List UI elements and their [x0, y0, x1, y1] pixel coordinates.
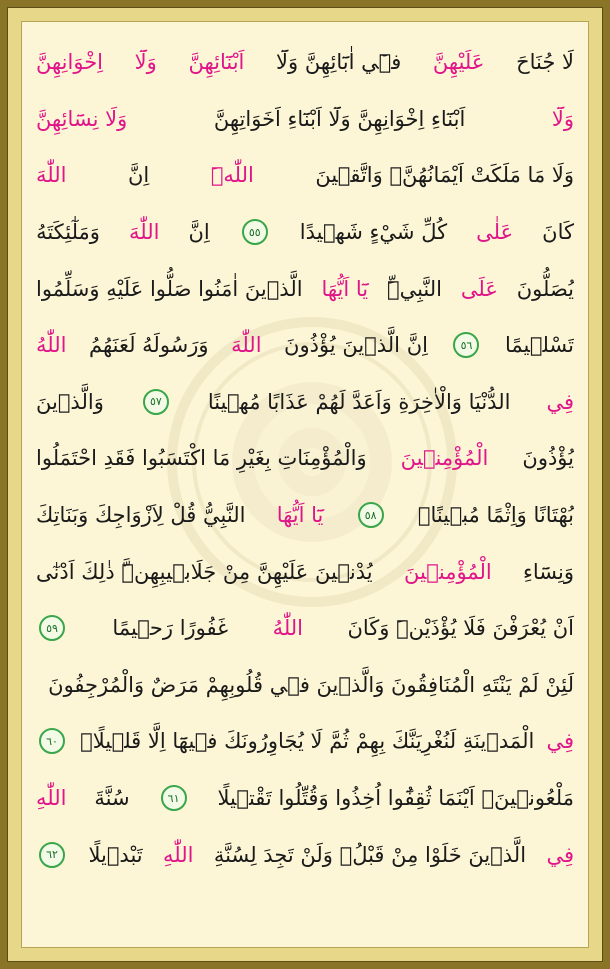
text-segment: اِنَّ الَّذٖينَ يُؤْذُونَ: [284, 333, 428, 358]
text-segment: النَّبِيِّۜ: [386, 276, 442, 301]
highlighted-word: اَبْنَٓائِهِنَّ: [188, 50, 245, 75]
verse-number-marker: ٦٠: [39, 728, 65, 754]
text-segment: مَلْعُونٖينَۚ اَيْنَمَا ثُقِفُٓوا اُخِذُوا وَقُتِّلُوا تَقْتٖيلًا: [217, 786, 574, 811]
highlighted-word: اللّٰهَ: [231, 333, 262, 358]
highlighted-word: فِي: [546, 729, 574, 754]
text-line: [36, 430, 574, 487]
highlighted-word: اللّٰهَۜ: [210, 163, 254, 188]
text-segment: كُلِّ شَيْءٍ شَهٖيدًا: [299, 220, 448, 245]
text-line: [36, 487, 574, 544]
text-segment: يُؤْذُونَ: [522, 446, 574, 471]
highlighted-word: عَلَيْهِنَّ: [432, 50, 485, 75]
text-segment: وَنِسَٓاءِ: [523, 559, 574, 584]
verse-number-marker: ٥٦: [453, 332, 479, 358]
highlighted-word: اِخْوَانِهِنَّ: [36, 50, 104, 75]
text-line: [36, 600, 574, 657]
text-line: [36, 826, 574, 883]
verse-number-marker: ٦١: [161, 785, 187, 811]
text-segment: كَانَ: [542, 220, 574, 245]
text-line: [36, 317, 574, 374]
text-segment: اَبْنَٓاءِ اِخْوَانِهِنَّ وَلَٓا اَبْنَٓاءِ اَخَوَاتِهِنَّ: [213, 106, 466, 131]
text-segment: اِنَّ: [188, 220, 210, 245]
text-segment: الَّذٖينَ اٰمَنُوا صَلُّوا عَلَيْهِ وَسَلِّمُوا: [36, 276, 303, 301]
text-line: [36, 147, 574, 204]
text-line: [36, 260, 574, 317]
highlighted-word: يَٓا اَيُّهَا: [276, 503, 324, 528]
text-segment: لَا جُنَاحَ: [516, 50, 574, 75]
text-segment: لَئِنْ لَمْ يَنْتَهِ الْمُنَافِقُونَ وَالَّذٖينَ فٖي قُلُوبِهِمْ مَرَضٌ وَالْمُرْجِفُونَ: [48, 672, 574, 697]
text-segment: وَلَا مَا مَلَكَتْ اَيْمَانُهُنَّۚ وَاتَّقٖينَ: [315, 163, 574, 188]
text-segment: اَنْ يُعْرَفْنَ فَلَا يُؤْذَيْنَۜ وَكَانَ: [347, 616, 574, 641]
text-segment: يُصَلُّونَ: [516, 276, 574, 301]
text-segment: اِنَّ: [128, 163, 150, 188]
verse-number-marker: ٦٢: [39, 842, 65, 868]
highlighted-word: اللّٰهَ: [36, 163, 67, 188]
text-line: [36, 34, 574, 91]
highlighted-word: اللّٰهِ: [36, 786, 67, 811]
text-segment: تَسْلٖيمًا: [504, 333, 574, 358]
highlighted-word: اللّٰهِ: [163, 842, 194, 867]
verse-number-marker: ٥٩: [39, 615, 65, 641]
highlighted-word: الْمُؤْمِنٖينَ: [400, 446, 489, 471]
verse-number-marker: ٥٨: [358, 502, 384, 528]
highlighted-word: عَلٰى: [476, 220, 514, 245]
mushaf-page: [21, 21, 589, 948]
highlighted-word: اللّٰهَ: [128, 220, 160, 245]
text-segment: وَمَلٰٓئِكَتَهُ: [36, 220, 100, 245]
text-segment: الدُّنْيَا وَالْاٰخِرَةِ وَاَعَدَّ لَهُمْ عَذَابًا مُهٖينًا: [207, 389, 511, 414]
text-segment: غَفُورًا رَحٖيمًا: [112, 616, 229, 641]
highlighted-word: يَٓا اَيُّهَا: [321, 276, 369, 301]
highlighted-word: وَلَٓا: [551, 106, 574, 131]
highlighted-word: فِي: [546, 389, 574, 414]
text-line: [36, 657, 574, 714]
text-segment: يُدْنٖينَ عَلَيْهِنَّ مِنْ جَلَابٖيبِهِنَّۜ ذٰلِكَ اَدْنٰٓى: [36, 559, 373, 584]
highlighted-word: عَلَى: [460, 276, 498, 301]
verse-number-marker: ٥٧: [143, 389, 169, 415]
text-segment: وَرَسُولَهُ لَعَنَهُمُ: [88, 333, 209, 358]
text-segment: بُهْتَانًا وَاِثْمًا مُبٖينًاۜ: [417, 503, 574, 528]
text-segment: وَالْمُؤْمِنَاتِ بِغَيْرِ مَا اكْتَسَبُوا فَقَدِ احْتَمَلُوا: [36, 446, 367, 471]
highlighted-word: فِي: [546, 842, 574, 867]
text-segment: وَالَّذٖينَ: [36, 389, 104, 414]
text-line: [36, 91, 574, 148]
text-segment: الَّذٖينَ خَلَوْا مِنْ قَبْلُۚ وَلَنْ تَجِدَ لِسُنَّةِ: [213, 842, 527, 867]
verse-number-marker: ٥٥: [242, 219, 268, 245]
text-segment: تَبْدٖيلًا: [88, 842, 143, 867]
text-segment: النَّبِيُّ قُلْ لِاَزْوَاجِكَ وَبَنَاتِكَ: [36, 503, 246, 528]
highlighted-word: الْمُؤْمِنٖينَ: [403, 559, 492, 584]
text-segment: الْمَدٖينَةِ لَنُغْرِيَنَّكَ بِهِمْ ثُمَّ لَا يُجَاوِرُونَكَ فٖيهَٓا اِلَّا قَلٖيلًاۚ: [80, 729, 535, 754]
highlighted-word: اللّٰهُ: [272, 616, 304, 641]
text-line: [36, 770, 574, 827]
text-line: [36, 374, 574, 431]
text-line: [36, 543, 574, 600]
text-line: [36, 713, 574, 770]
text-line: [36, 204, 574, 261]
text-segment: فٖٓي اٰبَٓائِهِنَّ وَلَٓا: [276, 50, 402, 75]
highlighted-word: اللّٰهُ: [36, 333, 67, 358]
text-lines: [36, 34, 574, 883]
highlighted-word: وَلَٓا: [134, 50, 157, 75]
highlighted-word: وَلَا نِسَٓائِهِنَّ: [36, 106, 128, 131]
text-segment: سُنَّةَ: [94, 786, 130, 811]
